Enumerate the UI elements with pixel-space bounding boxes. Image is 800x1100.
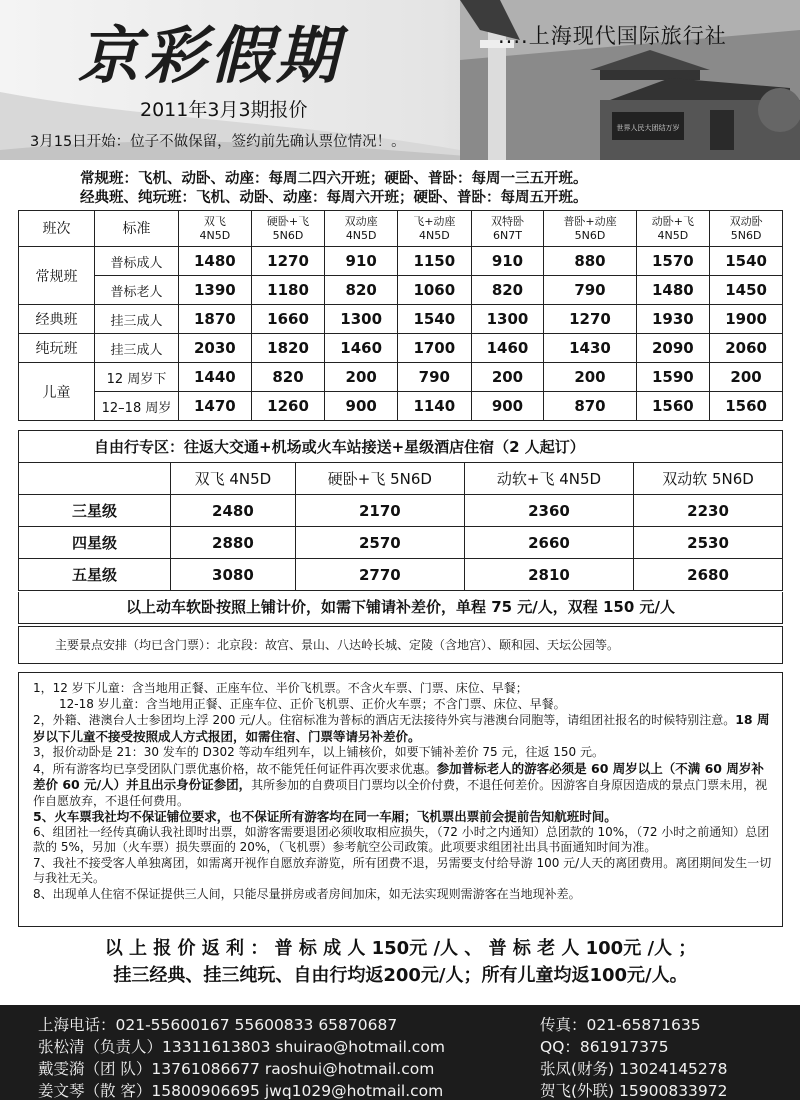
rebate-line-2: 挂三经典、挂三纯玩、自由行均返200元/人；所有儿童均返100元/人。: [113, 965, 688, 986]
standard-cell: 12–18 周岁: [95, 392, 179, 421]
term-2: 2，外籍、港澳台人士参团均上浮 200 元/人。住宿标准为普标的酒店无法接待外宾与港澳台同胞等，请组团社报名的时候特别注意。18 周岁以下儿童不接受按照成人方式报团，如需住宿、门票等请另补差价。: [33, 712, 770, 744]
price-cell: 820: [471, 276, 544, 305]
route-header: 双特卧 6N7T: [471, 211, 544, 247]
price-cell: 1450: [710, 276, 783, 305]
price-cell: 1390: [179, 276, 252, 305]
contact-footer: [0, 1005, 800, 1100]
table-row: [19, 527, 783, 559]
price-cell: 1560: [710, 392, 783, 421]
group-children: 儿童: [19, 363, 95, 421]
header-standard: 标准: [95, 211, 179, 247]
route-header: 动软+飞 4N5D: [464, 463, 633, 495]
price-cell: 1480: [636, 276, 710, 305]
table-row: [19, 392, 783, 421]
contact-group: 戴雯漪（团 队）13761086677 raoshui@hotmail.com: [38, 1060, 435, 1078]
price-cell: 1270: [251, 247, 325, 276]
schedule-box: [18, 170, 783, 210]
price-cell: 200: [544, 363, 636, 392]
agency-name: ....上海现代国际旅行社: [498, 24, 727, 48]
hotel-level: 三星级: [19, 495, 171, 527]
price-cell: 1870: [179, 305, 252, 334]
rebate-box: [18, 935, 783, 989]
route-header: 动卧+飞 4N5D: [636, 211, 710, 247]
price-cell: 1300: [325, 305, 398, 334]
price-cell: 2680: [634, 559, 783, 591]
price-cell: 1140: [398, 392, 472, 421]
terms-box: [18, 672, 783, 927]
standard-cell: 12 周岁下: [95, 363, 179, 392]
price-cell: 2810: [464, 559, 633, 591]
route-header: 飞+动座 4N5D: [398, 211, 472, 247]
contact-liaison: 贺飞(外联) 15900833972: [540, 1082, 728, 1100]
price-cell: 1660: [251, 305, 325, 334]
price-cell: 1820: [251, 334, 325, 363]
price-cell: 1150: [398, 247, 472, 276]
standard-cell: 普标成人: [95, 247, 179, 276]
schedule-line-regular: 常规班：飞机、动卧、动座：每周二四六开班；硬卧、普卧：每周一三五开班。: [80, 171, 588, 187]
group-classic: 经典班: [19, 305, 95, 334]
term-3: 3，报价动卧是 21：30 发车的 D302 等动车组列车，以上铺核价，如要下铺补差价 75 元，往返 150 元。: [33, 745, 605, 759]
price-cell: 910: [471, 247, 544, 276]
price-cell: 2570: [295, 527, 464, 559]
price-cell: 2770: [295, 559, 464, 591]
price-cell: 1460: [325, 334, 398, 363]
price-cell: 1540: [710, 247, 783, 276]
price-cell: 1570: [636, 247, 710, 276]
price-cell: 1060: [398, 276, 472, 305]
price-cell: 1700: [398, 334, 472, 363]
price-cell: 1460: [471, 334, 544, 363]
price-cell: 870: [544, 392, 636, 421]
table-row: [19, 363, 783, 392]
route-header: 普卧+动座 5N6D: [544, 211, 636, 247]
table-row: [19, 276, 783, 305]
price-cell: 1440: [179, 363, 252, 392]
rebate-line-1: 以 上 报 价 返 利 ： 普 标 成 人 150元 /人 、 普 标 老 人 100元 /人 ；: [104, 938, 697, 959]
table-row: [19, 247, 783, 276]
schedule-line-classic: 经典班、纯玩班：飞机、动卧、动座：每周六开班；硬卧、普卧：每周五开班。: [80, 190, 588, 206]
price-cell: 2030: [179, 334, 252, 363]
route-header: 双动座 4N5D: [325, 211, 398, 247]
price-cell: 200: [710, 363, 783, 392]
price-cell: 2230: [634, 495, 783, 527]
contact-manager: 张松清（负责人）13311613803 shuirao@hotmail.com: [38, 1038, 445, 1056]
price-table: [18, 210, 783, 421]
term-8: 8、出现单人住宿不保证提供三人间，只能尽量拼房或者房间加床，如无法实现则需游客在当地现补差。: [33, 886, 581, 901]
price-cell: 2360: [464, 495, 633, 527]
term-7: 7、我社不接受客人单独离团，如需离开视作自愿放弃游览，所有团费不退，另需要支付给导游 100 元/人天的离团费用。离团期间发生一切与我社无关。: [33, 855, 772, 885]
price-cell: 200: [325, 363, 398, 392]
price-cell: 200: [471, 363, 544, 392]
price-cell: 880: [544, 247, 636, 276]
booking-notice: 3月15日开始：位子不做保留，签约前先确认票位情况！。: [30, 134, 406, 150]
price-cell: 820: [251, 363, 325, 392]
hotel-level: 五星级: [19, 559, 171, 591]
contact-fax: 传真：021-65871635: [540, 1016, 701, 1034]
term-4: 4，所有游客均已享受团队门票优惠价格，故不能凭任何证件再次要求优惠。参加普标老人的游客必须是 60 周岁以上（不满 60 周岁补差价 60 元/人）并且出示身份证参团，其所参加的自费项目门票均以全价付费，不退任何差价。因游客自身原因造成的景点门票未用，视作自愿放弃，不退任何费用。: [33, 760, 768, 808]
price-cell: 900: [325, 392, 398, 421]
standard-cell: 普标老人: [95, 276, 179, 305]
table-row: [19, 495, 783, 527]
term-1: 1，12 岁下儿童：含当地用正餐、正座车位、半价飞机票。不含火车票、门票、床位、早餐；: [33, 681, 528, 695]
table-header-row: [19, 463, 783, 495]
contact-individual: 姜文琴（散 客）15800906695 jwq1029@hotmail.com: [38, 1082, 444, 1100]
price-cell: 900: [471, 392, 544, 421]
header-class: 班次: [19, 211, 95, 247]
price-cell: 790: [398, 363, 472, 392]
table-header-row: [19, 211, 783, 247]
contact-finance: 张凤(财务) 13024145278: [540, 1060, 728, 1078]
empty-header-cell: [19, 463, 171, 495]
price-cell: 790: [544, 276, 636, 305]
table-row: [19, 305, 783, 334]
route-header: 硬卧+飞 5N6D: [295, 463, 464, 495]
plaque-text: 世界人民大团结万岁: [616, 124, 680, 132]
price-cell: 1900: [710, 305, 783, 334]
price-cell: 1930: [636, 305, 710, 334]
contact-phone: 上海电话：021-55600167 55600833 65870687: [38, 1016, 398, 1034]
route-header: 硬卧+飞 5N6D: [251, 211, 325, 247]
price-cell: 1260: [251, 392, 325, 421]
price-cell: 2170: [295, 495, 464, 527]
free-travel-title: 自由行专区：往返大交通+机场或火车站接送+星级酒店住宿（2 人起订）: [18, 430, 783, 462]
price-cell: 1180: [251, 276, 325, 305]
price-cell: 820: [325, 276, 398, 305]
group-pure: 纯玩班: [19, 334, 95, 363]
price-cell: 2660: [464, 527, 633, 559]
brand-title: 京彩假期: [78, 19, 343, 92]
standard-cell: 挂三成人: [95, 305, 179, 334]
term-1b: 12-18 岁儿童：含当地用正餐、正座车位、正价飞机票、正价火车票；不含门票、床位、早餐。: [59, 696, 566, 711]
free-travel-table: [18, 462, 783, 591]
price-cell: 1300: [471, 305, 544, 334]
price-cell: 2480: [171, 495, 296, 527]
route-header: 双飞 4N5D: [179, 211, 252, 247]
table-row: [19, 559, 783, 591]
group-regular: 常规班: [19, 247, 95, 305]
price-cell: 3080: [171, 559, 296, 591]
price-cell: 1560: [636, 392, 710, 421]
price-cell: 1540: [398, 305, 472, 334]
issue-date: 2011年3月3期报价: [140, 99, 308, 121]
attractions-note: 主要景点安排（均已含门票）：北京段：故宫、景山、八达岭长城、定陵（含地宫）、颐和园、天坛公园等。: [18, 626, 783, 664]
price-cell: 2880: [171, 527, 296, 559]
price-cell: 1590: [636, 363, 710, 392]
price-cell: 910: [325, 247, 398, 276]
contact-qq: QQ：861917375: [540, 1038, 669, 1056]
route-header: 双动卧 5N6D: [710, 211, 783, 247]
price-cell: 1480: [179, 247, 252, 276]
header-banner: [0, 0, 800, 160]
route-header: 双飞 4N5D: [171, 463, 296, 495]
price-cell: 1430: [544, 334, 636, 363]
hotel-level: 四星级: [19, 527, 171, 559]
standard-cell: 挂三成人: [95, 334, 179, 363]
table-row: [19, 334, 783, 363]
route-header: 双动软 5N6D: [634, 463, 783, 495]
price-cell: 1470: [179, 392, 252, 421]
sleeper-note: 以上动车软卧按照上铺计价，如需下铺请补差价，单程 75 元/人，双程 150 元/人: [18, 592, 783, 624]
price-cell: 2090: [636, 334, 710, 363]
price-cell: 2060: [710, 334, 783, 363]
price-cell: 1270: [544, 305, 636, 334]
term-6: 6、组团社一经传真确认我社即时出票，如游客需要退团必须收取相应损失，（72 小时之内通知）总团款的 10%，（72 小时之前通知）总团款的 5%，另加（火车票）损失票面的 20%，（飞机票）参考航空公司政策。此项要求组团社出具书面通知时间为准。: [33, 824, 770, 854]
term-5: 5、火车票我社均不保证铺位要求，也不保证所有游客均在同一车厢；飞机票出票前会提前告知航班时间。: [33, 809, 617, 824]
price-cell: 2530: [634, 527, 783, 559]
